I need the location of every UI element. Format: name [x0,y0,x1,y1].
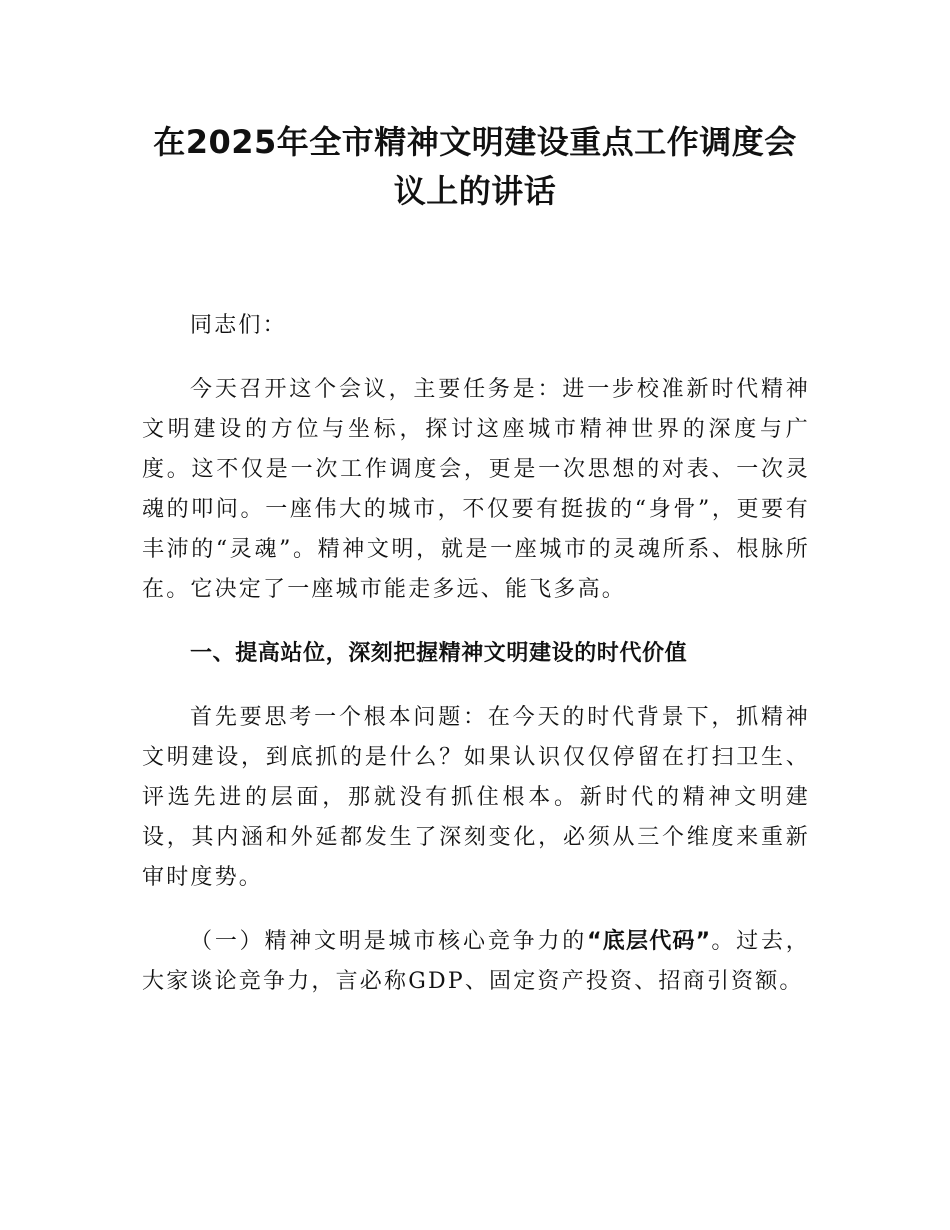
point-1-lead: （一）精神文明是城市核心竞争力的 [190,929,588,954]
point-1-rest: 。过去，大家谈论竞争力，言必称GDP、固定资产投资、招商引资额。 [142,929,810,994]
intro-paragraph: 今天召开这个会议，主要任务是：进一步校准新时代精神文明建设的方位与坐标，探讨这座城市精神世界的深度与广度。这不仅是一次工作调度会，更是一次思想的对表、一次灵魂的叩问。一座伟大的城市，不仅要有挺拔的“身骨”，更要有丰沛的“灵魂”。精神文明，就是一座城市的灵魂所系、根脉所在。它决定了一座城市能走多远、能飞多高。 [142,377,810,602]
section-1-paragraph: 首先要思考一个根本问题：在今天的时代背景下，抓精神文明建设，到底抓的是什么？如果认识仅仅停留在打扫卫生、评选先进的层面，那就没有抓住根本。新时代的精神文明建设，其内涵和外延都发生了深刻变化，必须从三个维度来重新审时度势。 [142,705,810,890]
document-title [120,118,830,216]
title-line-2: 议上的讲话 [393,172,557,210]
point-1-emphasis: “底层代码” [587,929,711,954]
document-body [142,306,810,1026]
salutation: 同志们： [190,313,287,338]
title-line-1: 在2025年全市精神文明建设重点工作调度会 [153,123,797,161]
section-heading-1: 一、提高站位，深刻把握精神文明建设的时代价值 [190,641,688,666]
point-1-paragraph [142,922,810,1002]
